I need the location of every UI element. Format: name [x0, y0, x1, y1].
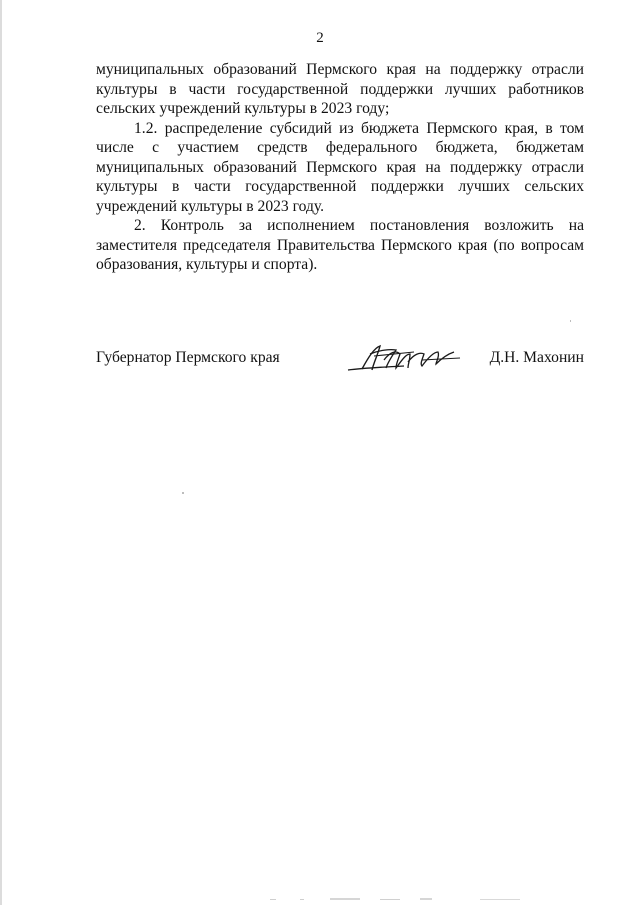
handwritten-signature — [344, 340, 464, 376]
signer-name: Д.Н. Махонин — [489, 349, 584, 366]
signature-block — [96, 344, 584, 384]
body-text — [96, 60, 584, 275]
paragraph-continuation: муниципальных образований Пермского края на поддержку отрасли культуры в части государственной поддержки лучших работников сельских учреждений культуры в 2023 году; — [96, 61, 584, 117]
paragraph-item-2: 2. Контроль за исполнением постановления возложить на заместителя председателя Правительства Пермского края (по вопросам образования, культуры и спорта). — [96, 217, 584, 273]
scan-speck — [570, 320, 571, 322]
page-number: 2 — [316, 30, 324, 46]
paragraph-item-1-2: 1.2. распределение субсидий из бюджета Пермского края, в том числе с участием средств федерального бюджета, бюджетам муниципальных образований Пермского края на поддержку отрасли культуры в части государственной поддержки лучших сельских учреждений культуры в 2023 году. — [96, 119, 584, 215]
scan-speck — [182, 492, 184, 494]
signer-title: Губернатор Пермского края — [96, 349, 280, 366]
scan-edge — [0, 0, 2, 905]
scan-noise — [270, 898, 570, 901]
